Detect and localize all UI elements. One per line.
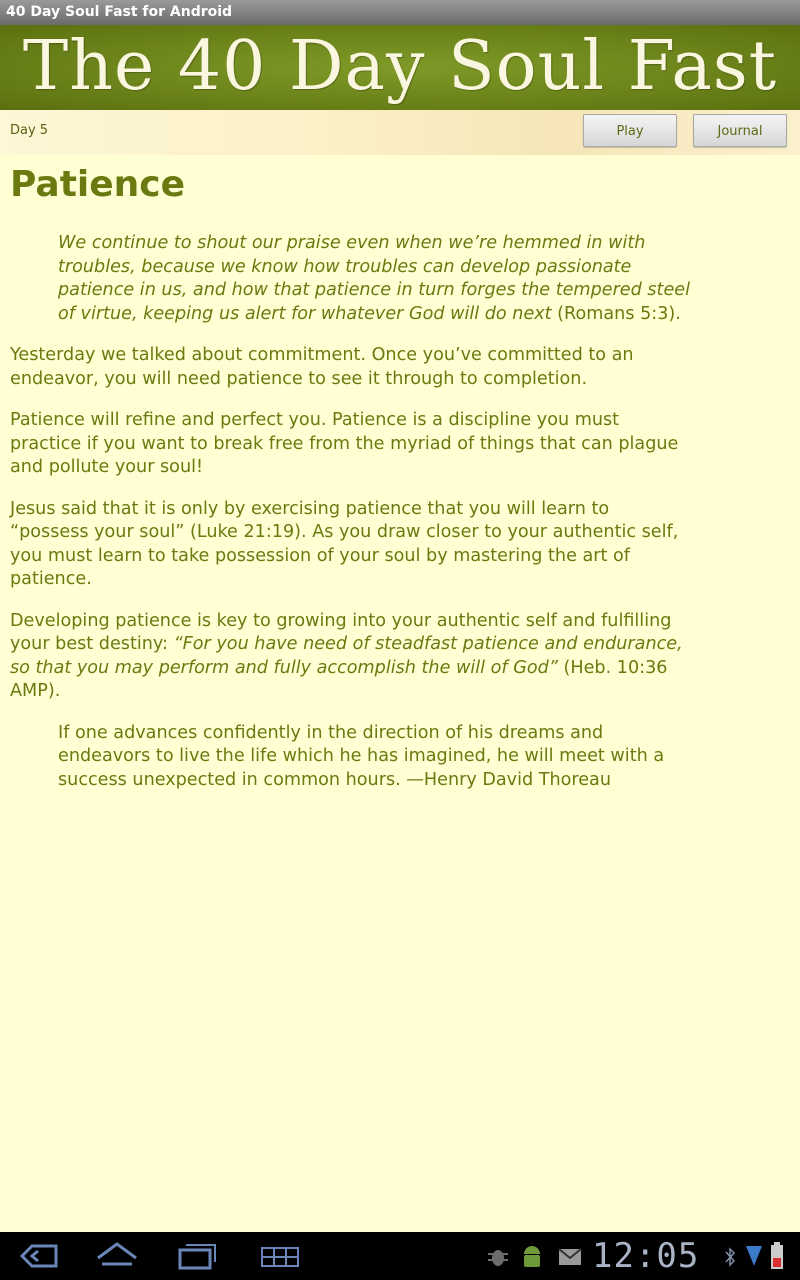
scripture-quote-text: We continue to shout our praise even when we’re hemmed in with troubles, because we know how troubles can develop passionate patience in us, and how that patience in turn forges the tempered steel of virtue, keeping us alert for whatever God will do next <box>58 233 690 324</box>
article <box>10 160 690 810</box>
paragraph-1: Yesterday we talked about commitment. Once you’ve committed to an endeavor, you will need patience to see it through to completion. <box>10 345 634 389</box>
play-button[interactable]: Play <box>583 114 677 147</box>
journal-button[interactable]: Journal <box>693 114 787 147</box>
banner <box>0 25 800 110</box>
scripture-quote-ref: (Romans 5:3). <box>551 303 681 324</box>
android-icon <box>520 1244 544 1270</box>
paragraph-2: Patience will refine and perfect you. Patience is a discipline you must practice if you want to break free from the myriad of things that can plague and pollute your soul! <box>10 410 679 477</box>
bluetooth-icon <box>724 1246 736 1268</box>
paragraph-3: Jesus said that it is only by exercising patience that you will learn to “possess your soul” (Luke 21:19). As you draw closer to your authentic self, you must learn to take possession of your soul by mastering the art of patience. <box>10 498 679 589</box>
toolbar <box>0 110 800 155</box>
window-title: 40 Day Soul Fast for Android <box>0 0 800 25</box>
paragraph-4-lead: Developing patience is key to growing into your authentic self and fulfilling your best destiny: <box>10 610 672 654</box>
gmail-icon <box>558 1248 582 1266</box>
battery-icon <box>770 1242 784 1270</box>
home-icon[interactable] <box>94 1240 140 1272</box>
menu-grid-icon[interactable] <box>258 1240 302 1272</box>
recent-apps-icon[interactable] <box>176 1240 218 1272</box>
paragraph-4-ref: (Heb. 10:36 AMP). <box>10 657 668 701</box>
day-label: Day 5 <box>10 123 49 138</box>
scripture-quote <box>58 232 690 326</box>
clock: 12:05 <box>592 1236 700 1276</box>
thoreau-quote: If one advances confidently in the direction of his dreams and endeavors to live the life which he has imagined, he will meet with a success unexpected in common hours. —Henry David Thoreau <box>58 722 665 790</box>
back-icon[interactable] <box>16 1240 60 1272</box>
paragraph-4 <box>10 610 690 704</box>
signal-icon <box>744 1244 764 1268</box>
system-navigation-bar <box>0 1232 800 1280</box>
article-heading: Patience <box>10 164 186 205</box>
banner-title: The 40 Day Soul Fast <box>22 27 778 106</box>
debug-icon <box>486 1246 510 1268</box>
paragraph-4-quote: “For you have need of steadfast patience and endurance, so that you may perform and fully accomplish the will of God” <box>10 634 683 678</box>
